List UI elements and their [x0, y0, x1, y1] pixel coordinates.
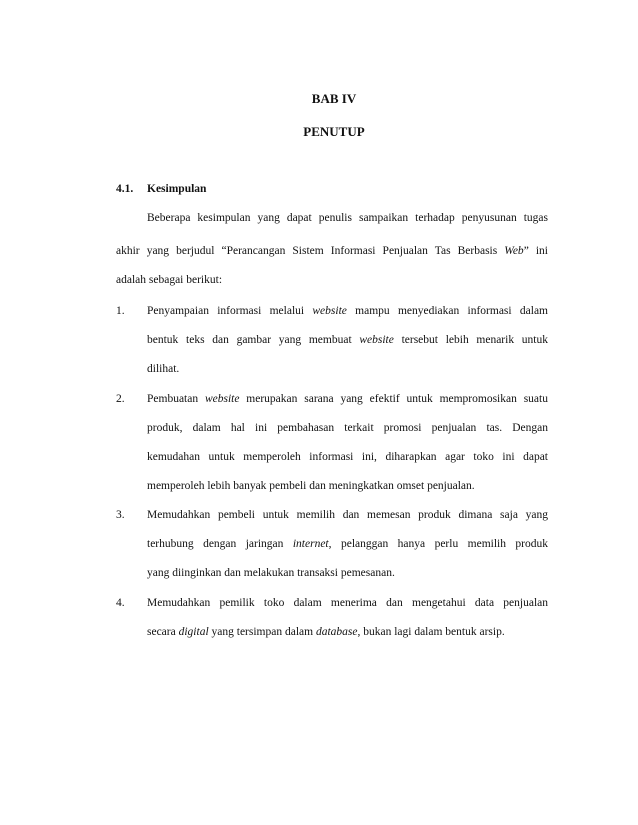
list-item-line — [147, 333, 548, 347]
section-number: 4.1. — [116, 183, 134, 195]
list-italic: internet — [292, 538, 329, 550]
list-italic: website — [204, 393, 240, 405]
list-text: tersebut lebih menarik untuk — [393, 334, 548, 346]
list-item-number: 1. — [116, 305, 125, 317]
list-item-line: Memudahkan pembeli untuk memilih dan memesan produk dimana saja yang — [147, 509, 548, 521]
section-title: Kesimpulan — [147, 183, 207, 195]
list-text: bentuk teks dan gambar yang membuat — [147, 334, 360, 346]
list-text: merupakan sarana yang efektif untuk mempromosikan suatu — [239, 393, 548, 405]
list-text: , pelanggan hanya perlu memilih produk — [328, 538, 548, 550]
chapter-title: BAB IV — [311, 91, 357, 106]
list-italic: website — [312, 305, 347, 317]
list-item-line: produk, dalam hal ini pembahasan terkait promosi penjualan tas. Dengan — [147, 422, 548, 434]
list-item-number: 2. — [116, 393, 125, 405]
list-italic: digital — [178, 626, 209, 638]
list-text: terhubung dengan jaringan — [147, 538, 293, 550]
list-text: mampu menyediakan informasi dalam — [346, 305, 548, 317]
list-text: secara — [147, 626, 179, 638]
list-text: , bukan lagi dalam bentuk arsip. — [357, 626, 505, 638]
list-item-line — [147, 392, 548, 406]
list-item-line: dilihat. — [147, 363, 180, 375]
intro-line-2 — [116, 244, 548, 258]
list-item-number: 4. — [116, 597, 125, 609]
list-text: yang tersimpan dalam — [208, 626, 316, 638]
list-text: Penyampaian informasi melalui — [147, 305, 313, 317]
intro-line-3: adalah sebagai berikut: — [116, 274, 223, 286]
intro-text: akhir yang berjudul “Perancangan Sistem Informasi Penjualan Tas Berbasis — [116, 245, 505, 257]
list-item-line — [147, 625, 505, 639]
list-item-line: memperoleh lebih banyak pembeli dan meningkatkan omset penjualan. — [147, 480, 475, 492]
list-text: Pembuatan — [147, 393, 205, 405]
list-item-line: kemudahan untuk memperoleh informasi ini, diharapkan agar toko ini dapat — [147, 451, 548, 463]
intro-italic: Web — [504, 245, 524, 257]
list-item-number: 3. — [116, 509, 125, 521]
chapter-subtitle: PENUTUP — [303, 124, 365, 139]
intro-text: ” ini — [523, 245, 548, 257]
list-item-line: yang diinginkan dan melakukan transaksi pemesanan. — [147, 567, 395, 579]
list-italic: database — [315, 626, 358, 638]
list-item-line — [147, 304, 548, 318]
list-italic: website — [359, 334, 394, 346]
list-item-line — [147, 537, 548, 551]
list-item-line: Memudahkan pemilik toko dalam menerima dan mengetahui data penjualan — [147, 597, 548, 609]
intro-line-1: Beberapa kesimpulan yang dapat penulis sampaikan terhadap penyusunan tugas — [147, 212, 548, 224]
section-heading — [116, 183, 206, 195]
